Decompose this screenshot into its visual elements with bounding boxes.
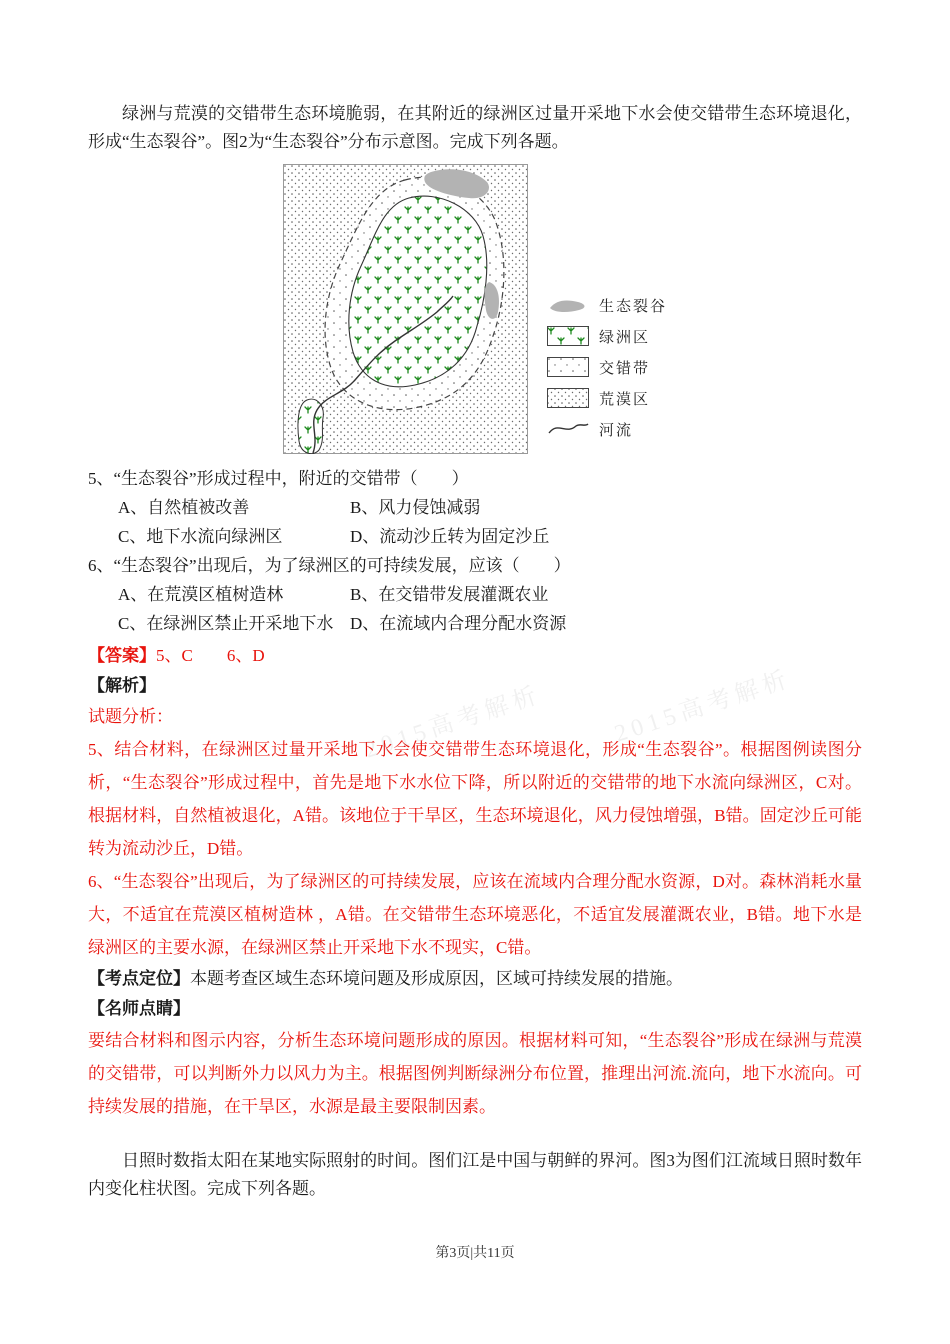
- question-5: [88, 464, 862, 551]
- q6-option-c: C、在绿洲区禁止开采地下水: [118, 614, 334, 633]
- q5-option-b: B、风力侵蚀减弱: [350, 498, 481, 517]
- desert-legend-icon: [546, 387, 590, 409]
- legend-item-oasis: [546, 325, 667, 347]
- legend-item-transition: [546, 356, 667, 378]
- answer-line: [88, 641, 862, 671]
- q5-option-c: C、地下水流向绿洲区: [118, 527, 283, 546]
- next-section-intro: 日照时数指太阳在某地实际照射的时间。图们江是中国与朝鲜的界河。图3为图们江流域日照时数年内变化柱状图。完成下列各题。: [88, 1151, 862, 1198]
- question-5-options: [118, 493, 862, 551]
- map-legend: [546, 294, 667, 440]
- answer-text: 5、C 6、D: [156, 646, 265, 665]
- q5-option-d: D、流动沙丘转为固定沙丘: [350, 527, 550, 546]
- legend-label: 河流: [598, 422, 633, 439]
- legend-item-desert: [546, 387, 667, 409]
- teacher-tip-text: 要结合材料和图示内容，分析生态环境问题形成的原因。根据材料可知，“生态裂谷”形成在绿洲与荒漠的交错带，可以判断外力以风力为主。根据图例判断绿洲分布位置，推理出河流.流向，地下水流向。可持续发展的措施，在干旱区，水源是最主要限制因素。: [88, 1031, 862, 1116]
- river-legend-icon: [546, 418, 590, 440]
- transition-zone-legend-icon: [546, 356, 590, 378]
- q6-option-d: D、在流域内合理分配水资源: [350, 614, 567, 633]
- analysis-header: 【解析】: [88, 676, 156, 695]
- page-footer: 第3页|共11页: [435, 1246, 515, 1261]
- legend-label: 生态裂谷: [598, 298, 667, 315]
- analysis-q6: 6、“生态裂谷”出现后，为了绿洲区的可持续发展，应该在流域内合理分配水资源，D对。森林消耗水量大，不适宜在荒漠区植树造林 ，A错。在交错带生态环境恶化，不适宜发展灌溉农业，B错。地下水是绿洲区的主要水源，在绿洲区禁止开采地下水不现实，C错。: [88, 872, 862, 957]
- exam-point-text: 本题考查区域生态环境问题及形成原因，区域可持续发展的措施。: [190, 969, 683, 988]
- intro-paragraph: 绿洲与荒漠的交错带生态环境脆弱，在其附近的绿洲区过量开采地下水会使交错带生态环境退化，形成“生态裂谷”。图2为“生态裂谷”分布示意图。完成下列各题。: [88, 104, 862, 151]
- oasis-legend-icon: [546, 325, 590, 347]
- figure-eco-rift-map: [88, 164, 862, 454]
- exam-point-label: 【考点定位】: [88, 969, 190, 988]
- q5-option-a: A、自然植被改善: [118, 498, 250, 517]
- question-6-options: [118, 580, 862, 638]
- map-figure: [283, 164, 528, 454]
- eco-rift-legend-icon: [546, 294, 590, 316]
- q6-option-a: A、在荒漠区植树造林: [118, 585, 284, 604]
- legend-item-rift: [546, 294, 667, 316]
- legend-label: 绿洲区: [598, 329, 650, 346]
- legend-item-river: [546, 418, 667, 440]
- question-5-stem: 5、“生态裂谷”形成过程中，附近的交错带（ ）: [88, 469, 469, 488]
- question-6-stem: 6、“生态裂谷”出现后，为了绿洲区的可持续发展，应该（ ）: [88, 556, 571, 575]
- legend-label: 荒漠区: [598, 391, 650, 408]
- q6-option-b: B、在交错带发展灌溉农业: [350, 585, 549, 604]
- watermark: 2015高考解析: [611, 666, 795, 748]
- teacher-tip-label: 【名师点睛】: [88, 999, 190, 1018]
- exam-point-line: [88, 964, 862, 994]
- legend-label: 交错带: [598, 360, 650, 377]
- analysis-q5: 5、结合材料，在绿洲区过量开采地下水会使交错带生态环境退化，形成“生态裂谷”。根据图例读图分析，“生态裂谷”形成过程中，首先是地下水水位下降，所以附近的交错带的地下水流向绿洲区，C对。根据材料，自然植被退化，A错。该地位于干旱区，生态环境退化，风力侵蚀增强，B错。固定沙丘可能转为流动沙丘，D错。: [88, 740, 862, 858]
- answer-label: 【答案】: [88, 646, 156, 665]
- question-6: [88, 551, 862, 638]
- analysis-subheader: 试题分析：: [88, 707, 173, 726]
- watermark: 2015高考解析: [361, 682, 545, 764]
